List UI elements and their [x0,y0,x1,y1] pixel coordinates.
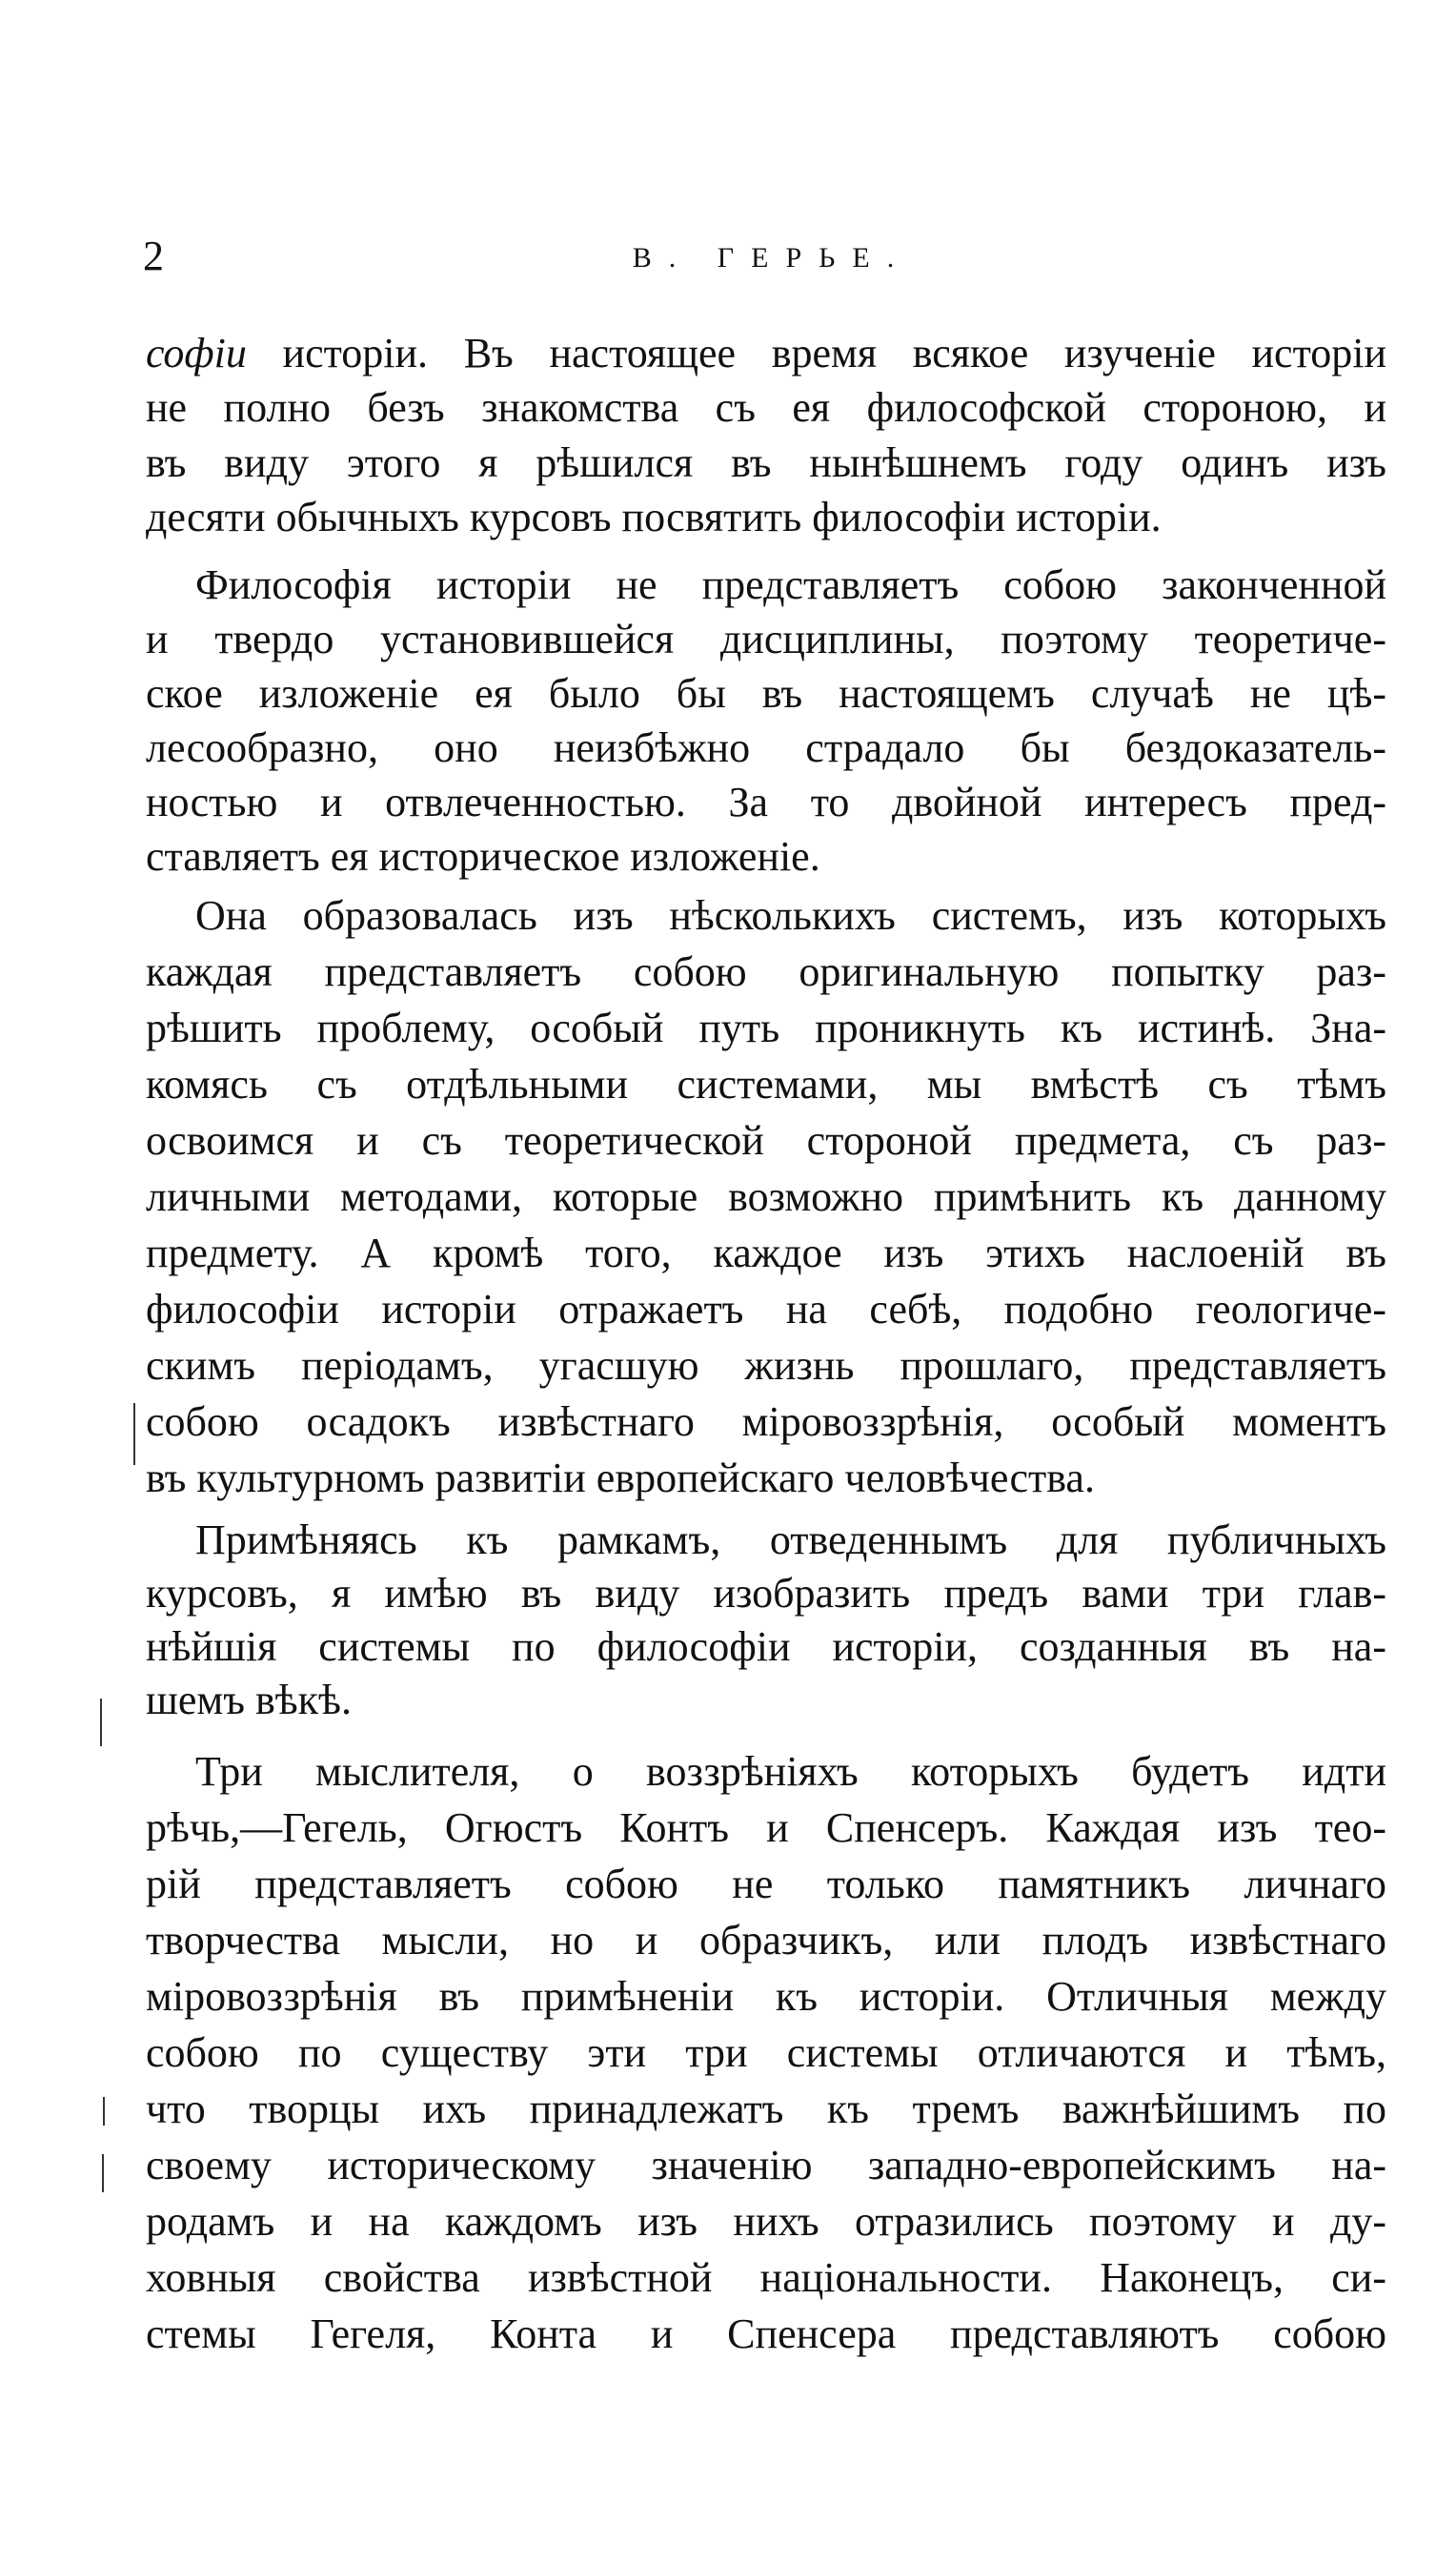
margin-pencil-mark [100,1699,102,1746]
text-line: міровоззрѣнія въ примѣненіи къ исторіи. Отличныя между [146,1972,1386,2020]
text-line: родамъ и на каждомъ изъ нихъ отразились поэтому и ду- [146,2197,1386,2245]
text-line: рѣчь,—Гегель, Огюстъ Контъ и Спенсеръ. Каждая изъ тео- [146,1803,1386,1851]
text-line: нѣйшія системы по философіи исторіи, созданныя въ на- [146,1622,1386,1670]
text-line: скимъ періодамъ, угасшую жизнь прошлаго, представляетъ [146,1341,1386,1389]
text-line: Она образовалась изъ нѣсколькихъ системъ, изъ которыхъ [195,891,1386,939]
margin-pencil-mark [133,1403,135,1465]
page-number: 2 [143,233,164,279]
text-line: Три мыслителя, о воззрѣніяхъ которыхъ будетъ идти [195,1747,1386,1795]
italic-word: софіи [146,329,247,376]
text-line: курсовъ, я имѣю въ виду изобразить предъ вами три глав- [146,1569,1386,1617]
text-line: ностью и отвлеченностью. За то двойной интересъ пред- [146,778,1386,825]
text-line: ховныя свойства извѣстной національности. Наконецъ, си- [146,2253,1386,2301]
margin-pencil-mark [102,2154,104,2192]
text-line: десяти обычныхъ курсовъ посвятить философіи исторіи. [146,494,1162,540]
text-line: не полно безъ знакомства съ ея философской стороною, и [146,384,1386,431]
line-text: исторіи. Въ настоящее время всякое изученіе исторіи [246,329,1386,376]
text-line: что творцы ихъ принадлежатъ къ тремъ важнѣйшимъ по [146,2085,1386,2132]
text-line: своему историческому значенію западно-европейскимъ на- [146,2141,1386,2188]
text-line: рій представляетъ собою не только памятникъ личнаго [146,1860,1386,1907]
text-line: въ виду этого я рѣшился въ нынѣшнемъ году одинъ изъ [146,438,1386,486]
text-line: освоимся и съ теоретической стороной предмета, съ раз- [146,1116,1386,1164]
text-line: Примѣняясь къ рамкамъ, отведеннымъ для публичныхъ [195,1516,1386,1563]
text-line: философіи исторіи отражаетъ на себѣ, подобно геологиче- [146,1285,1386,1333]
running-title: В. ГЕРЬЕ. [632,242,912,274]
text-line: рѣшить проблему, особый путь проникнуть къ истинѣ. Зна- [146,1004,1386,1051]
text-line [146,326,1386,380]
text-line: лесообразно, оно неизбѣжно страдало бы бездоказатель- [146,723,1386,771]
text-line: Философія исторіи не представляетъ собою законченной [195,560,1386,608]
text-line: ское изложеніе ея было бы въ настоящемъ случаѣ не цѣ- [146,669,1386,717]
text-line: ставляетъ ея историческое изложеніе. [146,832,820,880]
text-line: собою осадокъ извѣстнаго міровоззрѣнія, особый моментъ [146,1397,1386,1445]
text-line: стемы Гегеля, Конта и Спенсера представляютъ собою [146,2310,1386,2357]
text-line: личными методами, которые возможно примѣнить къ данному [146,1172,1386,1220]
text-line: собою по существу эти три системы отличаются и тѣмъ, [146,2028,1386,2076]
text-line: и твердо установившейся дисциплины, поэтому теоретиче- [146,615,1386,662]
text-line: творчества мысли, но и образчикъ, или плодъ извѣстнаго [146,1916,1386,1964]
text-line: шемъ вѣкѣ. [146,1676,352,1723]
text-line: предмету. А кромѣ того, каждое изъ этихъ наслоеній въ [146,1229,1386,1276]
text-line: комясь съ отдѣльными системами, мы вмѣстѣ съ тѣмъ [146,1060,1386,1108]
text-line: въ культурномъ развитіи европейскаго человѣчества. [146,1454,1095,1501]
text-line: каждая представляетъ собою оригинальную попытку раз- [146,947,1386,995]
margin-pencil-mark [103,2097,105,2126]
